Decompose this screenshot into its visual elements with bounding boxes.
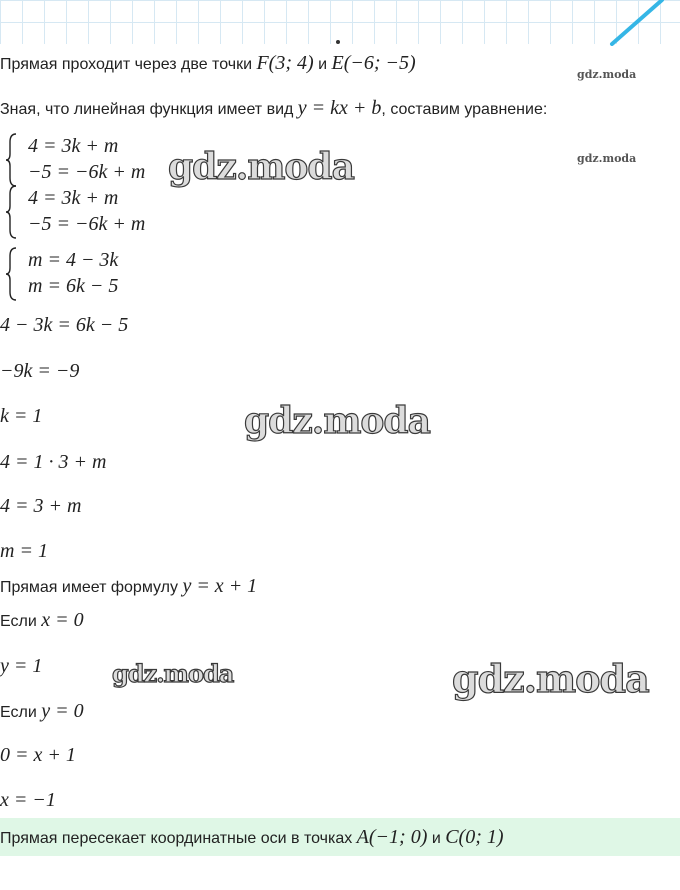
- given-points-text: Прямая проходит через две точки: [0, 56, 257, 73]
- step-m-value: m = 1: [0, 540, 48, 562]
- case-x-condition: x = 0: [41, 609, 84, 631]
- final-formula-line: [0, 575, 257, 599]
- case-y-condition: y = 0: [41, 700, 84, 722]
- final-formula: y = x + 1: [182, 575, 258, 597]
- case-y-equation: 0 = x + 1: [0, 744, 76, 766]
- case-y-zero-line: [0, 700, 84, 724]
- watermark-large: gdz.moda: [452, 656, 649, 701]
- watermark-large: gdz.moda: [244, 400, 430, 442]
- equation-system-3: [4, 246, 204, 302]
- point-e: E(−6; −5): [331, 52, 416, 74]
- linear-function-text: Зная, что линейная функция имеет вид: [0, 101, 298, 118]
- system-3-row-2: m = 6k − 5: [28, 275, 119, 297]
- watermark-small: gdz.moda: [577, 68, 637, 81]
- step-collect: −9k = −9: [0, 360, 80, 382]
- linear-function-formula: y = kx + b: [297, 97, 382, 119]
- answer-conjunction: и: [427, 830, 446, 847]
- case-x-zero-line: [0, 609, 84, 633]
- compose-equation-text: , составим уравнение:: [381, 101, 548, 118]
- watermark-small: gdz.moda: [577, 152, 637, 165]
- case-x-result: y = 1: [0, 655, 43, 677]
- answer-point-a: A(−1; 0): [356, 826, 428, 848]
- final-formula-text: Прямая имеет формулу: [0, 579, 183, 596]
- grid-paper-header: [0, 0, 680, 44]
- step-k-value: k = 1: [0, 405, 43, 427]
- step-equate: 4 − 3k = 6k − 5: [0, 314, 129, 336]
- point-f: F(3; 4): [256, 52, 314, 74]
- given-points-line: [0, 52, 416, 76]
- answer-text: Прямая пересекает координатные оси в точках: [0, 830, 357, 847]
- answer-highlight: [0, 818, 680, 856]
- system-2-row-1: 4 = 3k + m: [28, 187, 119, 209]
- equation-system-2: [4, 184, 204, 240]
- step-simplify: 4 = 3 + m: [0, 495, 82, 517]
- system-3-row-1: m = 4 − 3k: [28, 249, 119, 271]
- watermark-large: gdz.moda: [168, 146, 354, 188]
- watermark-medium: gdz.moda: [112, 659, 234, 688]
- answer-line: [0, 826, 504, 850]
- system-1-row-1: 4 = 3k + m: [28, 135, 119, 157]
- left-brace-icon: [4, 246, 18, 302]
- left-brace-icon: [4, 184, 18, 240]
- case-if-text: Если: [0, 704, 42, 721]
- step-substitute: 4 = 1 · 3 + m: [0, 451, 107, 473]
- conjunction: и: [313, 56, 332, 73]
- pencil-stroke-decoration: [600, 0, 680, 46]
- header-dot: [336, 40, 340, 44]
- system-2-row-2: −5 = −6k + m: [28, 213, 146, 235]
- case-y-result: x = −1: [0, 789, 56, 811]
- linear-function-line: [0, 97, 547, 121]
- system-1-row-2: −5 = −6k + m: [28, 161, 146, 183]
- answer-point-c: C(0; 1): [445, 826, 504, 848]
- case-if-text: Если: [0, 613, 42, 630]
- left-brace-icon: [4, 132, 18, 188]
